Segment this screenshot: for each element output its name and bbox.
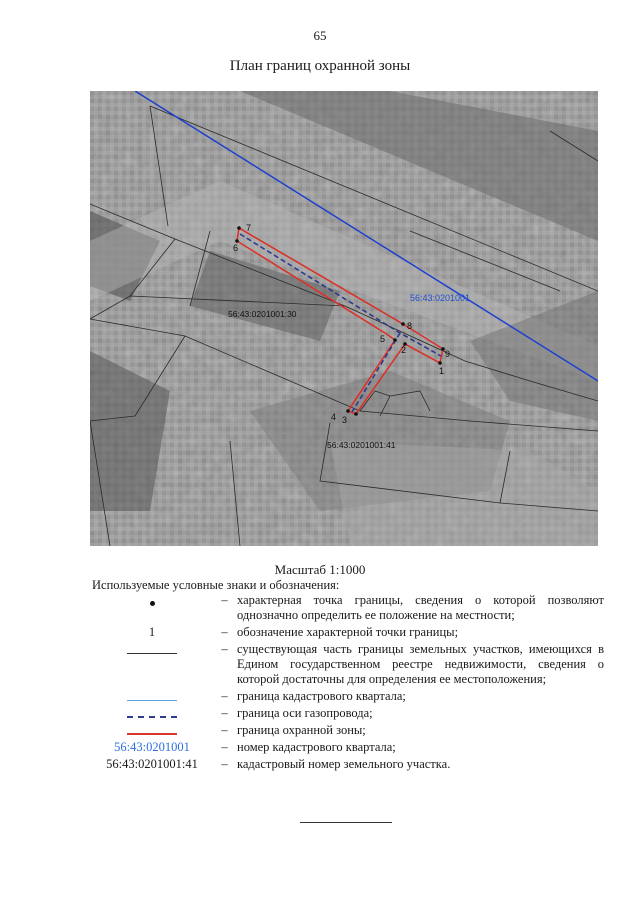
point-marker [401,322,405,326]
legend-dash: – [221,723,228,737]
point-label: 2 [401,345,407,355]
legend-text: существующая часть границы земельных участков, имеющихся в Едином государственном реестре недвижимости, сведения о которой достаточны для определения ее местоположения; [237,642,604,686]
parcel-label-41: 56:43:0201001:41 [327,440,396,450]
legend-row [92,625,604,640]
point-marker [237,226,241,230]
point-label: 3 [342,415,348,425]
point-label: 6 [233,243,239,253]
point-label: 7 [246,223,252,233]
page-number: 65 [313,28,327,43]
legend-dash: – [221,757,228,771]
legend-text: граница кадастрового квартала; [237,689,406,703]
page-title: План границ охранной зоны [229,58,411,74]
point-marker [393,338,397,342]
gas-axis-dashed-line-icon [127,716,177,718]
legend-row [92,740,604,755]
legend-dash: – [221,740,228,754]
point-label: 8 [407,321,413,331]
legend-dash: – [221,642,228,656]
parcel-label-30: 56:43:0201001:30 [228,309,297,319]
protection-zone-map [90,91,598,546]
point-marker [346,409,350,413]
point-dot-icon [150,601,155,606]
legend-row [92,689,604,704]
quarter-border-line-icon [127,700,177,701]
quarter-label: 56:43:0201001 [410,293,471,303]
legend-row [92,723,604,738]
legend [92,593,604,774]
legend-title: Используемые условные знаки и обозначения: [92,578,340,592]
legend-text: граница охранной зоны; [237,723,366,737]
legend-text: номер кадастрового квартала; [237,740,396,754]
point-label: 9 [445,349,451,359]
protection-zone-line-icon [127,733,177,735]
legend-row [92,593,604,623]
point-label: 5 [380,334,386,344]
legend-symbol-text: 56:43:0201001 [114,740,190,754]
point-label: 4 [331,412,337,422]
legend-dash: – [221,689,228,703]
legend-row [92,706,604,721]
legend-dash: – [221,706,228,720]
footer-divider [300,822,392,823]
point-marker [438,361,442,365]
legend-symbol-text: 56:43:0201001:41 [106,757,198,771]
legend-dash: – [221,625,228,639]
map-scale: Масштаб 1:1000 [274,562,366,577]
legend-symbol-text: 1 [148,625,156,639]
legend-dash: – [221,593,228,607]
legend-text: кадастровый номер земельного участка. [237,757,451,771]
point-marker [354,412,358,416]
legend-text: обозначение характерной точки границы; [237,625,459,639]
legend-row [92,757,604,772]
legend-text: характерная точка границы, сведения о которой позволяют однозначно определить ее положение на местности; [237,593,604,622]
point-label: 1 [439,366,445,376]
legend-row [92,642,604,687]
legend-text: граница оси газопровода; [237,706,373,720]
parcel-line-icon [127,653,177,654]
